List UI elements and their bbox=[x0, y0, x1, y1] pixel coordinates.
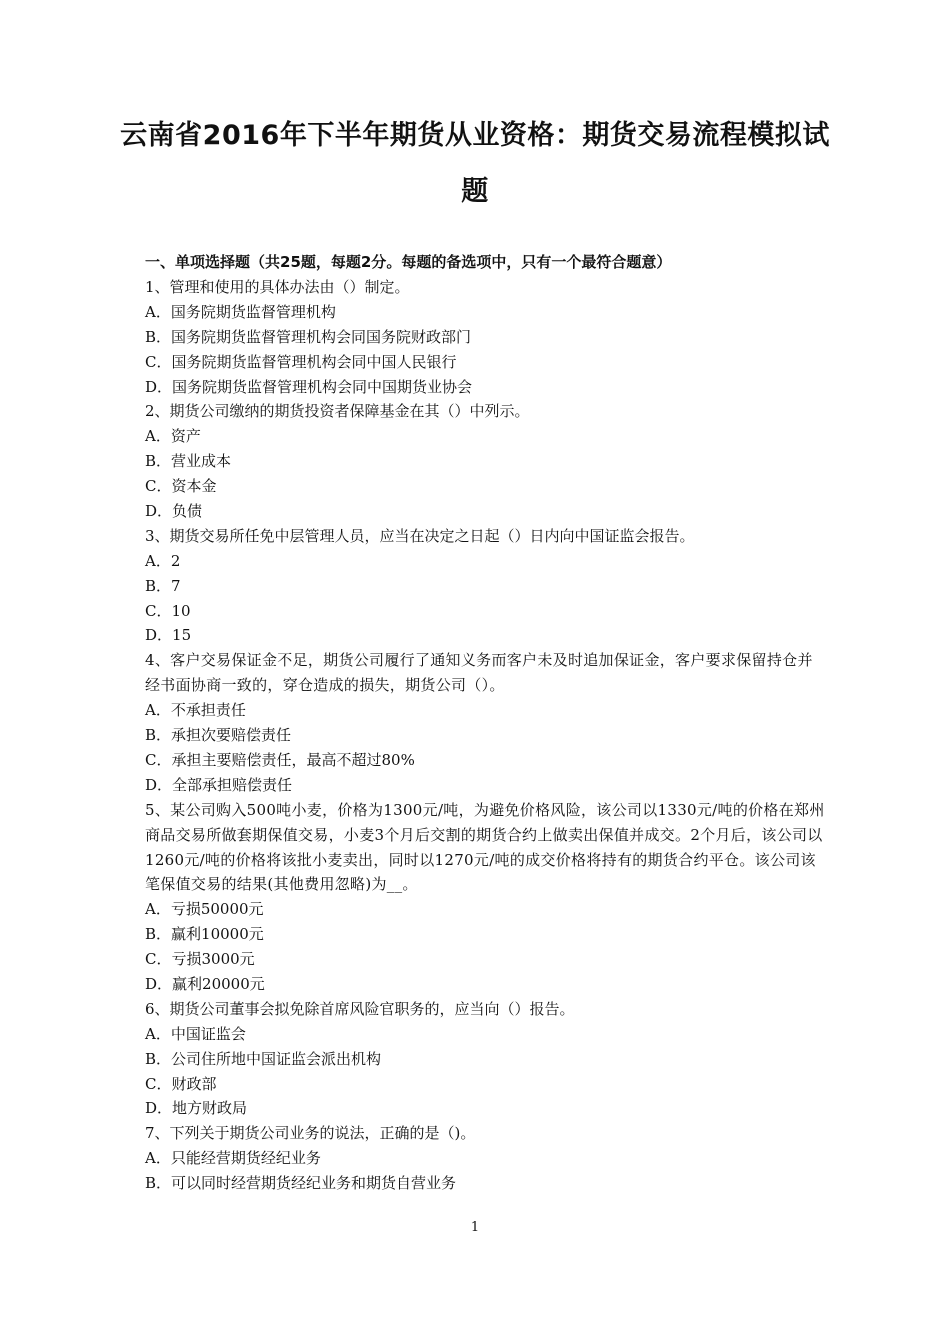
question-option: A．不承担责任 bbox=[145, 701, 246, 720]
question-stem: 2、期货公司缴纳的期货投资者保障基金在其（）中列示。 bbox=[145, 402, 530, 421]
question-option: D．15 bbox=[145, 626, 192, 645]
question-option: D．全部承担赔偿责任 bbox=[145, 775, 293, 794]
question-option: B．可以同时经营期货经纪业务和期货自营业务 bbox=[145, 1174, 457, 1193]
question-option: D．赢利20000元 bbox=[145, 975, 265, 994]
question-option: B．营业成本 bbox=[145, 452, 232, 471]
question-option: A．中国证监会 bbox=[145, 1024, 246, 1043]
question-option: B．7 bbox=[145, 576, 181, 595]
question-option: B．公司住所地中国证监会派出机构 bbox=[145, 1049, 382, 1068]
question-option: C．财政部 bbox=[145, 1074, 217, 1093]
question-stem: 6、期货公司董事会拟免除首席风险官职务的，应当向（）报告。 bbox=[145, 999, 575, 1018]
question-option: A．资产 bbox=[145, 427, 201, 446]
question-option: A．国务院期货监督管理机构 bbox=[145, 302, 336, 321]
question-list bbox=[145, 275, 825, 1196]
question-stem: 1、管理和使用的具体办法由（）制定。 bbox=[145, 278, 410, 296]
question-option: A．2 bbox=[145, 551, 181, 570]
question-option: C．亏损3000元 bbox=[145, 950, 255, 969]
question-option: D．国务院期货监督管理机构会同中国期货业协会 bbox=[145, 377, 473, 396]
page-number: 1 bbox=[470, 1220, 480, 1235]
question-stem: 5、某公司购入500吨小麦，价格为1300元/吨，为避免价格风险，该公司以1330元/吨的价格在郑州商品交易所做套期保值交易，小麦3个月后交割的期货合约上做卖出保值并成交。2个月后，该公司以1260元/吨的价格将该批小麦卖出，同时以1270元/吨的成交价格将持有的期货合约平仓。该公司该笔保值交易的结果(其他费用忽略)为__。 bbox=[145, 800, 825, 894]
question-stem: 7、下列关于期货公司业务的说法，正确的是（)。 bbox=[145, 1124, 476, 1143]
question-option: B．承担次要赔偿责任 bbox=[145, 726, 292, 745]
document-title: 云南省2016年下半年期货从业资格：期货交易流程模拟试题 bbox=[120, 120, 830, 207]
question-option: B．赢利10000元 bbox=[145, 925, 264, 944]
question-option: D．负债 bbox=[145, 502, 203, 521]
section-heading: 一、单项选择题（共25题，每题2分。每题的备选项中，只有一个最符合题意） bbox=[145, 253, 672, 271]
question-option: A．亏损50000元 bbox=[145, 900, 264, 919]
question-option: C．国务院期货监督管理机构会同中国人民银行 bbox=[145, 352, 457, 371]
question-option: C．承担主要赔偿责任，最高不超过80% bbox=[145, 750, 415, 769]
question-option: C．资本金 bbox=[145, 477, 217, 496]
question-option: B．国务院期货监督管理机构会同国务院财政部门 bbox=[145, 327, 472, 346]
question-stem: 3、期货交易所任免中层管理人员，应当在决定之日起（）日内向中国证监会报告。 bbox=[145, 526, 695, 545]
question-option: D．地方财政局 bbox=[145, 1099, 248, 1118]
question-stem: 4、客户交易保证金不足，期货公司履行了通知义务而客户未及时追加保证金，客户要求保留持仓并经书面协商一致的，穿仓造成的损失，期货公司（）。 bbox=[145, 651, 813, 695]
question-option: A．只能经营期货经纪业务 bbox=[145, 1149, 321, 1168]
question-option: C．10 bbox=[145, 601, 191, 620]
